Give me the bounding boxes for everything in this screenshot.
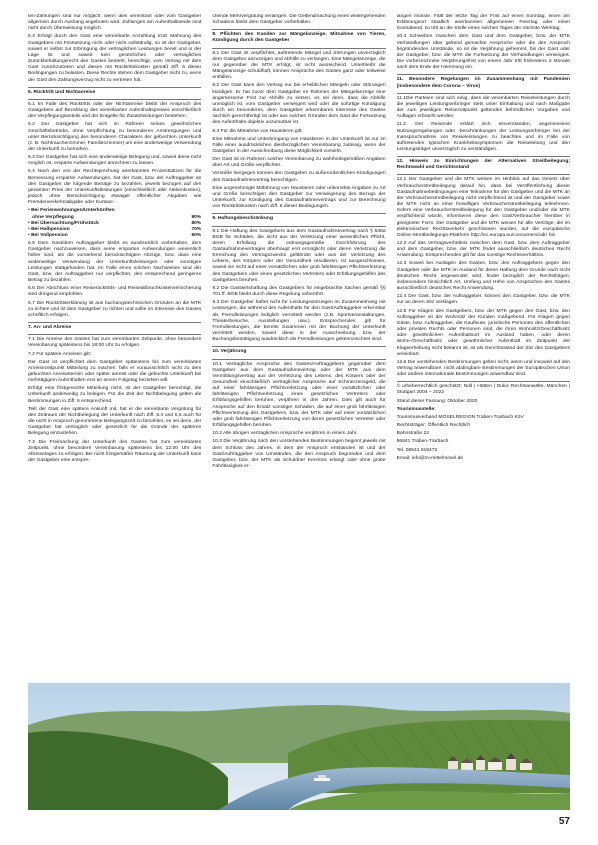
section-divider bbox=[212, 48, 385, 49]
paragraph: ten-Zahlungen sind nur möglich, wenn dies vereinbart oder vom Gastgeber allgemein durch Aushang angeboten wird. Zahlungen am Aufenthaltsende sind nicht durch Überweisung möglich. bbox=[28, 14, 202, 32]
paragraph: 6.1 Im Falle des Rücktritts oder der Nichtanreise bleibt der Anspruch des Gastgebers auf Bezahlung des vereinbarten Aufenthaltspreises einschließlich des Verpflegungsanteils und der Entgelte für Zusatzleistungen bestehen. bbox=[28, 101, 202, 120]
paragraph: 10.3 Die Verjährung nach den vorstehenden Bestimmungen beginnt jeweils mit dem Schluss des Jahres, in dem der Anspruch entstanden ist und der Gast/Auftraggeber von Umständen, die den Anspruch begründen und dem Gastgeber, bzw. der MTK als Schuldner Kenntnis erlangt oder ohne grobe Fahrlässigkeit er- bbox=[212, 439, 386, 469]
paragraph: 6.5 Dem Gast/dem Auftraggeber bleibt es ausdrücklich vorbehalten, dem Gastgeber nachzuweisen, dass seine ersparten Aufwendungen wesentlich höher sind, als die vorstehend berücksichtigten Abzüge, bzw. dass eine anderweitige Verwendung der Unterkunftsleistungen oder sonstigen Leistungen stattgefunden hat. Im Falle eines solchen Nachweises sind der Gast, bzw. der Auftraggeber nur verpflichtet, den entsprechend geringeren Betrag zu bezahlen. bbox=[28, 241, 202, 284]
section-divider bbox=[212, 346, 385, 347]
paragraph: 56841 Traben-Trarbach bbox=[396, 439, 449, 445]
paragraph: 11.1Die Parteien sind sich einig, dass die vereinbarten Reiseleistungen durch die jeweiligen Leistungserbringer stets unter Einhaltung und nach Maßgabe der zum jeweiligen Reisezeitpunkt geltenden behördlichen Vorgaben und Auflagen erbracht werden. bbox=[396, 95, 570, 120]
section-heading: 12. Hinweis zu Einrichtungen der Alternativen Streitbeilegung; Rechtswahl und Gerichtsstand bbox=[396, 159, 570, 171]
paragraph: 12.1 Der Gastgeber und die MTK weisen im Hinblick auf das Gesetz über Verbraucherstreitbeilegung darauf hin, dass bei Veröffentlichung dieser Gastaufnahmebedingungen eine Teilnahme für den Gastgeber und die MTK an der Verbraucherstreitbeilegung nicht verpflichtend ist und der Gastgeber sowie die MTK nicht an einer freiwilligen Verbraucherstreitbeilegung teilnehmen. Sofern eine Verbraucherstreitbeilegung für den Gastgeber und/oder die MTK verpflichtend würde, informieren diese den Gast/Verbraucher hierüber in geeigneter Form. Der Gastgeber und die MTK weisen für alle Verträge, die im elektronischen Rechtsverkehr geschlossen wurden, auf die europäische Online-Streitbeilegungs-Plattform http://ec.europa.eu/consumers/odr/ hin. bbox=[396, 177, 570, 238]
paragraph: 10.2 Alle übrigen vertraglichen Ansprüche verjähren in einem Jahr. bbox=[212, 431, 358, 437]
section-divider bbox=[397, 93, 570, 94]
paragraph: 12.2 Auf das Vertragsverhältnis zwischen dem Gast, bzw. dem Auftraggeber und dem Gastgeber, bzw. der MTK findet ausschließlich deutsches Recht Anwendung. Entsprechendes gilt für das sonstige Rechtsverhältnis. bbox=[396, 241, 570, 259]
paragraph: Der Gast ist verpflichtet dem Gastgeber spätestens bis zum vereinbarten Anreisezeitpunkt Mitteilung zu machen, falls er voraussichtlich nicht zu dem gebuchten Anreisetermin oder später anreist oder die gebuchte Unterkunft bei mehrtägigem Aufenthalten erst an einem Folgetag beziehen will. bbox=[28, 359, 202, 384]
paragraph: 6.3 Der Gastgeber hat sich eine anderweitige Belegung und, soweit diese nicht möglich ist, ersparte Aufwendungen anrechnen zu lassen. bbox=[28, 155, 202, 167]
section-divider bbox=[212, 29, 385, 30]
fee-row bbox=[28, 233, 201, 239]
fee-label: • Bei Ferienwohnungen/Unterkünften bbox=[28, 208, 115, 214]
paragraph: Verstöße hiergegen können den Gastgeber zu außerordentlichen Kündigungen des Gastaufnahmevertrag berechtigen. bbox=[212, 171, 386, 183]
paragraph: 5.4 Erfolgt durch den Gast eine vereinbarte Anzahlung trotz Mahnung des Gastgebers mit Fristsetzung nicht oder nicht vollständig, so ist der Gastgeber, soweit er selbst zur Erbringung der vertraglichen Leistungen bereit und in der Lage ist und soweit kein gesetzliches oder vertragliches Zurückbehaltungsrecht des Gastes besteht, berechtigt, vom Vertrag mit dem Gast zurückzutreten und diesen mit Rücktrittskosten gemäß Ziff. 6 dieser Bedingungen zu belasten. Diese Rechte stehen dem Gastgeber nicht zu, wenn der Gast den Zahlungsverzug nicht zu vertreten hat. bbox=[28, 34, 202, 83]
paragraph: Rechtsträger: Öffentlich Rechtlich bbox=[396, 423, 471, 429]
paragraph: 10.4 Schweben zwischen dem Gast und dem Gastgeber, bzw. der MTK Verhandlungen über geltend gemachte Ansprüche oder die den Anspruch begründenden Umstände, so ist die Verjährung gehemmt, bis der Gast oder der Gastgeber, bzw. die MTK die Fortsetzung der Verhandlungen verweigert. Die vorbezeichnete Verjährungsfrist von einem Jahr tritt frühestens 3 Monate nach dem Ende der Hemmung ein. bbox=[396, 34, 570, 71]
fee-percentage: 90% bbox=[191, 214, 202, 220]
paragraph: 9.1 Die Haftung des Gastgebers aus dem Gastaufnahmevertrag nach § 536a BGB für Schäden, die nicht aus der Verletzung einer wesentlichen Pflicht, deren Erfüllung die ordnungsgemäße Durchführung des Gastaufnahmevertrages überhaupt erst ermöglicht oder deren Verletzung die Erreichung des Vertragszwecks gefährdet oder aus der Verletzung des Lebens, des Körpers oder der Gesundheit resultieren, ist ausgeschlossen, soweit sie nicht auf einer vorsätzlichen oder grob fahrlässigen Pflichtverletzung des Gastgebers oder eines gesetzlichen Vertreters oder Erfüllungsgehilfen des Gastgebers beruhen. bbox=[212, 228, 386, 283]
section-heading: 9. Haftungsbeschränkung bbox=[212, 216, 273, 222]
section-heading: 6. Rücktritt und Nichtanreise bbox=[28, 89, 96, 95]
paragraph: 11.2. Der Reisende erklärt sich einverstanden, angemessene Nutzungsregelungen oder -beschränkungen der Leistungserbringer bei der Inanspruchnahme von Reiseleistungen zu beachten und im Falle von auftretenden typischen Krankheitssymptomen die Reiseleitung und den Leistungsträger unverzüglich zu verständigen. bbox=[396, 122, 570, 152]
paragraph: chende Mehrvergütung verlangen. Die Geltendmachung eines weitergehenden Schadens bleibt dem Gastgeber vorbehalten. bbox=[212, 14, 386, 26]
paragraph: langen müsste. Fällt der letzte Tag der Frist auf einen Sonntag, einen am Erklärungsort staatlich anerkannten allgemeinen Feiertag oder einen Sonnabend, so tritt an die Stelle eines solchen Tages der nächste Werktag. bbox=[396, 14, 570, 32]
column-1 bbox=[28, 14, 201, 682]
paragraph: Eine ungenehmigte Mitführung von Haustieren oder unkorrekte Angaben zu Art und Größe berechtigen den Gastgeber zur Verweigerung des Bezugs der Unterkunft, zur Kündigung des Gastaufnahmevertrags und zur Berechnung von Rücktrittskosten nach Ziff. 6 dieser Bedingungen. bbox=[212, 185, 386, 210]
paragraph: 7.2 Für spätere Anreisen gilt: bbox=[28, 351, 92, 357]
section-divider bbox=[28, 99, 201, 100]
paragraph: 8.3 Für die Mitnahme von Haustieren gilt: bbox=[212, 128, 303, 134]
fee-percentage: 80% bbox=[191, 220, 202, 226]
paragraph: Der Gast ist im Rahmen solcher Vereinbarung zu wahrheitsgemäßen Angaben über Art und Größe verpflichtet. bbox=[212, 157, 386, 169]
paragraph: Teilt der Gast eine spätere Ankunft mit, hat er die vereinbarte Vergütung für den Zeitraum der Nichtbelegung der Unterkunft nach Ziff. 6.4 und 6.5 auch für die nicht in Anspruch genommene Belegungszeit zu bezahlen, es sei denn, der Gastgeber hat vertraglich oder gesetzlich für die Gründe der späteren Belegung einzustehen. bbox=[28, 406, 202, 437]
fee-label: • Bei Vollpension bbox=[28, 233, 68, 238]
fee-label: • Bei Übernachtung/Frühstück bbox=[28, 220, 99, 226]
paragraph: 7.1 Die Anreise des Gastes hat zum vereinbarten Zeitpunkt, ohne besondere Vereinbarung spätestens bis 18:00 Uhr zu erfolgen. bbox=[28, 337, 202, 349]
paragraph: 8.1 Der Gast ist verpflichtet, auftretende Mängel und Störungen unverzüglich dem Gastgeber anzuzeigen und Abhilfe zu verlangen. Eine Mängelanzeige, die nur gegenüber der MTK erfolgt, ist nicht ausreichend. Unterbleibt die Mängelanzeige schuldhaft, können Ansprüche des Gastes ganz oder teilweise entfallen. bbox=[212, 50, 386, 81]
cancellation-fee-table bbox=[28, 208, 201, 239]
paragraph: Tel. 06541 818472 bbox=[396, 447, 438, 453]
paragraph: Eine Mitnahme und Unterbringung von Haustieren in der Unterkunft ist nur im Falle einer ausdrücklichen diesbezüglichen Vereinbarung zulässig, wenn der Gastgeber in der Ausschreibung diese Möglichkeit vorsieht. bbox=[212, 136, 386, 154]
page-number: 57 bbox=[558, 816, 570, 827]
section-divider bbox=[397, 74, 570, 75]
section-divider bbox=[212, 226, 385, 227]
section-divider bbox=[212, 213, 385, 214]
section-heading: 11. Besondere Regelungen im Zusammenhang mit Pandemien (insbesondere dem Corona – Virus) bbox=[396, 77, 570, 89]
column-2 bbox=[212, 14, 385, 682]
paragraph: Stand dieser Fassung: Oktober 2020 bbox=[396, 398, 478, 404]
section-divider bbox=[397, 381, 570, 382]
section-divider bbox=[397, 156, 570, 157]
section-divider bbox=[28, 322, 201, 323]
paragraph: 7.3 Die Freimachung der Unterkunft des Gastes hat zum vereinbarten Zeitpunkt, ohne besondere Vereinbarung spätestens bis 12:00 Uhr des Abreisetages zu erfolgen. Bei nicht fristgemäßer Räumung der Unterkunft kann der Gastgeber eine entspre- bbox=[28, 439, 202, 463]
paragraph: © urheberrechtlich geschützt; Noll | Hütten | Dukic Rechtsanwälte, München | Stuttgart 2004 – 2022 bbox=[396, 384, 570, 396]
text-columns bbox=[28, 14, 570, 682]
section-heading: 8. Pflichten des Kunden zur Mängelanzeige, Mitnahme von Tieren, Kündigung durch den Gastgeber bbox=[212, 32, 386, 44]
paragraph: Bahnstraße 22 bbox=[396, 431, 430, 437]
section-divider bbox=[28, 334, 201, 335]
section-heading: 10. Verjährung bbox=[212, 349, 247, 355]
paragraph: 6.7 Die Rücktrittserklärung ist aus buchungstechnischen Gründen an die MTK zu richten und ist dem Gastgeber zu richten und sollte im Interesse des Gastes schriftlich erfolgen. bbox=[28, 300, 202, 318]
paragraph: Tourismusverband MOSELREGION Traben-Trarbach KöV bbox=[396, 414, 524, 420]
paragraph: Erfolgt eine fristgerechte Mitteilung nicht, ist der Gastgeber berechtigt, die Unterkunft anderweitig zu belegen. Für die Zeit der Nichtbelegung gelten die Bestimmungen in Ziff. 6 entsprechend. bbox=[28, 386, 202, 404]
paragraph: Email: info@zv-mittelmosel.de bbox=[396, 455, 464, 461]
paragraph: 10.1 Vertragliche Ansprüche des Gastes/Auftraggebers gegenüber dem Gastgeber aus dem Gastaufnahmevertrag oder der MTK aus dem Vermittlungsvertrag aus der Verletzung des Lebens, des Körpers oder der Gesundheit einschließlich vertraglicher Ansprüche auf Schmerzensgeld, die auf einer fahrlässigen Pflichtverletzung oder einer vorsätzlichen oder fahrlässigen Pflichtverletzung eines gesetzlichen Vertreters oder Erfüllungsgehilfen beruhen, verjähren in drei Jahren. Dies gilt auch für Ansprüche auf den Ersatz sonstiger Schäden, die auf einer grob fahrlässigen Pflichtverletzung des Gastgebers, bzw. der MTK oder auf einer vorsätzlichen oder grob fahrlässigen Pflichtverletzung von deren gesetzlichen Vertreter oder Erfüllungsgehilfen beruhen. bbox=[212, 361, 386, 429]
paragraph: 6.2 Der Gastgeber hat sich im Rahmen seines gewöhnlichen Geschäftsbetriebs, ohne Verpflichtung zu besonderen Anstrengungen und unter Berücksichtigung des besonderen Charakters der gebuchten Unterkunft (z. B. Nichtraucherzimmer, Familienzimmer) um eine anderweitige Verwendung der Unterkunft zu bemühen. bbox=[28, 122, 202, 152]
fee-label: • Bei Halbpension bbox=[28, 226, 70, 232]
paragraph: 12.4 Der Gast, bzw. der Auftraggeber, können den Gastgeber, bzw. die MTK nur an deren Sitz verklagen. bbox=[396, 294, 570, 306]
fee-percentage: 70% bbox=[191, 226, 202, 232]
paragraph: 9.2 Die Gastwirtshaftung des Gastgebers für eingebrachte Sachen gemäß §§ 701 ff. BGB bleibt durch diese Regelung unberührt. bbox=[212, 285, 386, 298]
section-divider bbox=[212, 359, 385, 360]
section-divider bbox=[397, 174, 570, 175]
section-heading: 7. An- und Abreise bbox=[28, 325, 72, 331]
fee-label: ohne Verpflegung bbox=[28, 214, 74, 220]
paragraph: 12.6 Die vorstehenden Bestimmungen gelten nicht, wenn und insoweit auf den Vertrag anwendbare, nicht abdingbare Bestimmungen der Europäischen Union oder andere internationale Bestimmungen anwendbar sind. bbox=[396, 359, 570, 378]
fee-percentage: 60% bbox=[191, 233, 202, 238]
paragraph: 12.5 Für Klagen des Gastgebers, bzw. der MTK gegen den Gast, bzw. den Auftraggeber ist der Wohnsitz der Kunden maßgebend. Für Klagen gegen Gäste, bzw. Auftraggeber, die Kaufleute, juristische Personen des öffentlichen oder privaten Rechts oder Personen sind, die ihren Wohnsitz/Geschäftssitz oder gewöhnlichen Aufenthaltsort im Ausland haben, oder deren Wohn-/Geschäftssitz oder gewöhnlicher Aufenthalt im Zeitpunkt der Klageerhebung nicht bekannt ist, ist als Gerichtsstand der Sitz des Gastgebers vereinbart. bbox=[396, 308, 570, 357]
column-3 bbox=[397, 14, 570, 682]
moselle-landscape-photo bbox=[28, 683, 570, 810]
paragraph: 12.3 Soweit bei Auslagen des Gastes, bzw. des Auftraggebers gegen den Gastgeber oder die MTK im Ausland für deren Haftung dem Grunde nach nicht deutsches Recht angewendet wird, findet bezüglich der Rechtsfolgen, insbesondere hinsichtlich Art, Umfang und Höhe von Ansprüchen des Gastes ausschließlich deutsches Recht Anwendung. bbox=[396, 261, 570, 292]
paragraph: 9.3 Der Gastgeber haftet nicht für Leistungsstörungen im Zusammenhang mit Leistungen, die während des Aufenthalts für den Gast/Auftraggeber erkennbar als Fremdleistungen lediglich vermittelt werden (z.B. Sportveranstaltungen, Theaterbesuche, Ausstellungen usw.). Entsprechendes gilt für Fremdleistungen, die bereits zusammen mit der Buchung der Unterkunft vermittelt werden, soweit diese in der Ausschreibung, bzw. der Buchungsbestätigung ausdrücklich als Fremdleistungen gekennzeichnet sind. bbox=[212, 300, 386, 343]
paragraph: 8.2 Der Gast kann den Vertrag nur bei erheblichen Mängeln oder Störungen kündigen. Er hat zuvor dem Gastgeber im Rahmen der Mängelanzeige eine angemessene Frist zur Abhilfe zu setzen, es sei denn, dass die Abhilfe unmöglich ist, vom Gastgeber verweigert wird oder die sofortige Kündigung durch ein besonderes, dem Gastgeber erkennbares Interesse des Gastes sachlich gerechtfertigt ist oder aus solchen Gründen dem Gast die Fortsetzung des Aufenthalts objektiv unzumutbar ist. bbox=[212, 83, 386, 126]
section-heading: Tourismusstelle: bbox=[396, 406, 436, 412]
paragraph: 6.4 Nach den von der Rechtsprechung anerkannten Prozentsätzen für die Bemessung ersparter Aufwendungen, hat der Gast, bzw. der Auftraggeber an den Gastgeber die folgende Beträge zu bezahlen, jeweils bezogen auf den gesamten Preis der Unterkunftsleistungen (einschließlich aller Nebenkosten), jedoch ohne Berücksichtigung etwaiger öffentlicher Abgaben wie Fremdenverkehrsabgabe oder Kurtaxe: bbox=[28, 169, 202, 206]
section-divider bbox=[28, 87, 201, 88]
paragraph: 6.6 Der Abschluss einer Reiserücktritts- und Reiseabbruchkostenversicherung wird dringend empfohlen. bbox=[28, 286, 202, 298]
landscape-illustration bbox=[28, 683, 570, 810]
